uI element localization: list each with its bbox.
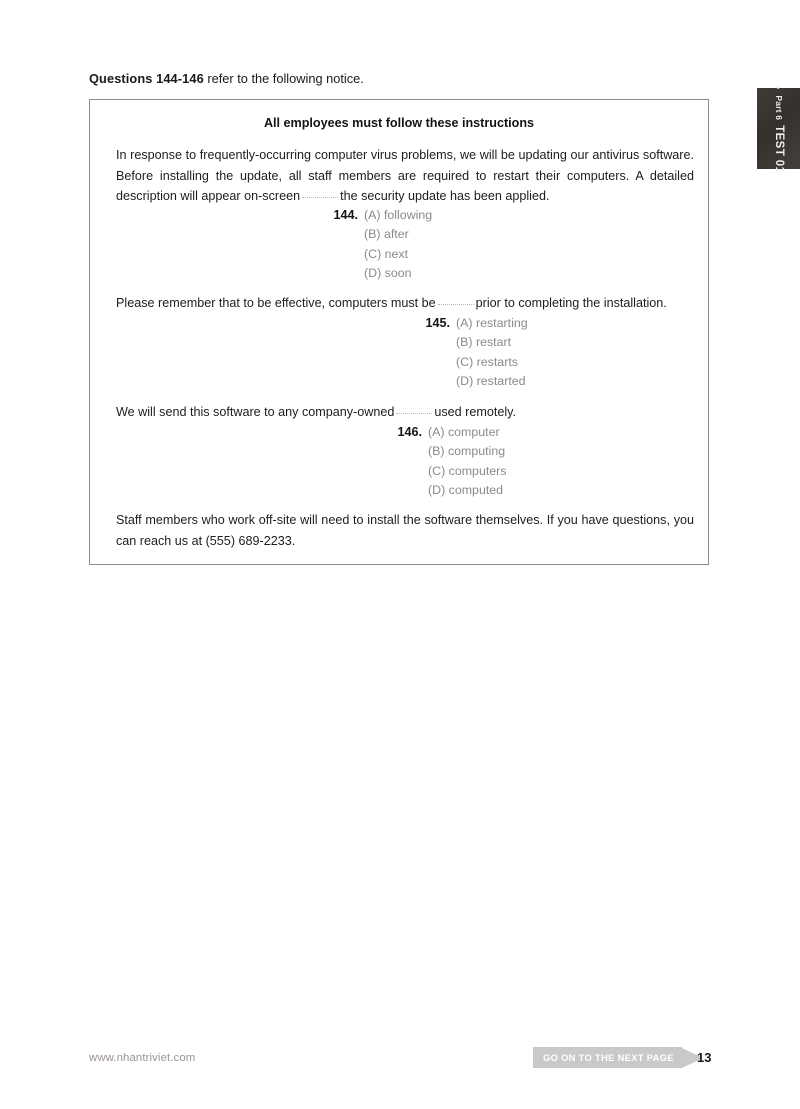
question-number-145: 145. bbox=[425, 316, 450, 330]
choice-row[interactable] bbox=[419, 372, 528, 391]
paragraph-2-text-before-blank: Please remember that to be effective, computers must be bbox=[116, 296, 436, 310]
choice-d-144[interactable]: (D) soon bbox=[364, 265, 412, 280]
choice-row[interactable] bbox=[327, 206, 432, 225]
side-tab-part-label: Part 6 bbox=[773, 94, 784, 120]
page-number: 13 bbox=[697, 1050, 712, 1065]
question-number-144: 144. bbox=[333, 208, 358, 222]
choice-group-146 bbox=[391, 423, 507, 500]
choice-d-146[interactable]: (D) computed bbox=[428, 482, 504, 497]
notice-paragraph-2 bbox=[116, 293, 694, 314]
questions-range-header bbox=[89, 71, 364, 86]
answer-blank-144 bbox=[302, 197, 338, 198]
choice-row[interactable] bbox=[419, 353, 528, 372]
choice-row[interactable] bbox=[327, 225, 432, 244]
choice-c-144[interactable]: (C) next bbox=[364, 246, 409, 261]
choice-c-146[interactable]: (C) computers bbox=[428, 463, 507, 478]
paragraph-3-text-after-blank: used remotely. bbox=[434, 405, 517, 419]
choice-b-146[interactable]: (B) computing bbox=[428, 444, 506, 459]
choice-row[interactable] bbox=[391, 462, 507, 481]
notice-title: All employees must follow these instructions bbox=[263, 116, 535, 130]
paragraph-1-text-after-blank: the security update has been applied. bbox=[340, 189, 550, 203]
choice-a-146[interactable]: (A) computer bbox=[428, 425, 500, 439]
choice-row[interactable] bbox=[391, 481, 507, 500]
go-on-banner-label: GO ON TO THE NEXT PAGE bbox=[543, 1052, 674, 1063]
question-number-146: 146. bbox=[397, 425, 422, 439]
footer-website-url: www.nhantriviet.com bbox=[89, 1052, 196, 1064]
choice-row[interactable] bbox=[327, 245, 432, 264]
side-tab-content bbox=[773, 84, 785, 173]
choice-group-145 bbox=[419, 314, 528, 391]
choice-row[interactable] bbox=[391, 423, 507, 442]
notice-box bbox=[89, 99, 709, 565]
go-on-next-page-banner bbox=[533, 1047, 703, 1068]
paragraph-3-text-before-blank: We will send this software to any company-owned bbox=[116, 405, 395, 419]
answer-blank-145 bbox=[438, 304, 474, 305]
choice-c-145[interactable]: (C) restarts bbox=[456, 354, 518, 369]
choice-a-144[interactable]: (A) following bbox=[364, 208, 433, 222]
questions-range-description: refer to the following notice. bbox=[203, 71, 364, 86]
side-tab-test-part bbox=[757, 84, 800, 173]
go-on-banner-body bbox=[533, 1047, 682, 1068]
paragraph-2-text-after-blank: prior to completing the installation. bbox=[475, 296, 667, 310]
answer-blank-146 bbox=[396, 413, 432, 414]
choice-row[interactable] bbox=[419, 333, 528, 352]
choice-a-145[interactable]: (A) restarting bbox=[456, 316, 528, 330]
choice-d-145[interactable]: (D) restarted bbox=[456, 373, 526, 388]
questions-range-label: Questions 144-146 bbox=[89, 71, 204, 86]
paragraph-1-text-before-blank: In response to frequently-occurring computer virus problems, we will be updating our antivirus software. Before installing the update, all staff members are required to restart their computers. A detailed description will appear on-screen bbox=[116, 148, 694, 203]
side-tab-test-label: TEST 01 bbox=[772, 124, 785, 173]
choice-row[interactable] bbox=[327, 264, 432, 283]
choice-row[interactable] bbox=[391, 442, 507, 461]
notice-paragraph-1 bbox=[116, 145, 694, 207]
choice-b-144[interactable]: (B) after bbox=[364, 227, 409, 242]
double-chevron-icon: » bbox=[773, 84, 784, 89]
choice-row[interactable] bbox=[419, 314, 528, 333]
choice-group-144 bbox=[327, 206, 432, 283]
notice-paragraph-4: Staff members who work off-site will need to install the software themselves. If you have questions, you can reach us at (555) 689-2233. bbox=[116, 513, 694, 548]
notice-paragraph-3 bbox=[116, 402, 694, 423]
choice-b-145[interactable]: (B) restart bbox=[456, 335, 512, 350]
